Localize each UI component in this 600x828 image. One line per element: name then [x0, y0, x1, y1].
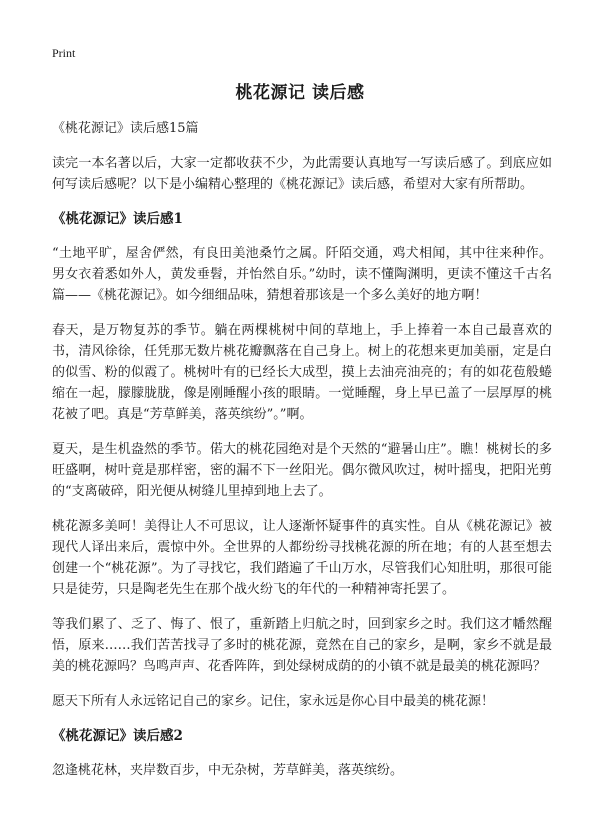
intro-paragraph: 读完一本名著以后，大家一定都收获不少，为此需要认真地写一写读后感了。到底应如何写读后感呢？以下是小编精心整理的《桃花源记》读后感，希望对大家有所帮助。	[52, 156, 552, 192]
article-subtitle: 《桃花源记》读后感15篇	[52, 121, 199, 136]
article-body	[52, 118, 552, 795]
section-heading-1: 《桃花源记》读后感1	[52, 211, 183, 227]
section-1-paragraph: 春天，是万物复苏的季节。躺在两棵桃树中间的草地上，手上捧着一本自己最喜欢的书，清风徐徐，任凭那无数片桃花瓣飘落在自己身上。树上的花想来更加美丽，定是白的似雪、粉的似霞了。桃树叶有的已经长大成型，摸上去油亮油亮的；有的如花苞般蜷缩在一起，朦朦胧胧，像是刚睡醒小孩的眼睛。一觉睡醒，身上早已盖了一层厚厚的桃花被了吧。真是“芳草鲜美，落英缤纷”。”啊。	[52, 323, 552, 422]
section-1-paragraph: 愿天下所有人永远铭记自己的家乡。记住，家永远是你心目中最美的桃花源！	[52, 694, 495, 709]
section-2-paragraph: 忽逢桃花林，夹岸数百步，中无杂树，芳草鲜美，落英缤纷。	[52, 763, 404, 778]
page-title: 桃花源记 读后感	[235, 83, 365, 103]
section-1-paragraph: 等我们累了、乏了、悔了、恨了，重新踏上归航之时，回到家乡之时。我们这才幡然醒悟，原来……我们苦苦找寻了多时的桃花源，竟然在自己的家乡，是啊，家乡不就是最美的桃花源吗？鸟鸣声声、花香阵阵，到处绿树成荫的的小镇不就是最美的桃花源吗？	[52, 617, 552, 674]
section-1-paragraph: 夏天，是生机盎然的季节。偌大的桃花园绝对是个天然的“避暑山庄”。瞧！桃树长的多旺盛啊，树叶竟是那样密，密的漏不下一丝阳光。偶尔微风吹过，树叶摇曳，把阳光剪的“支离破碎，阳光便从树缝儿里掉到地上去了。	[52, 442, 552, 499]
print-link[interactable]: Print	[52, 46, 76, 60]
section-1-paragraph: 桃花源多美呵！美得让人不可思议，让人逐渐怀疑事件的真实性。自从《桃花源记》被现代人译出来后，震惊中外。全世界的人都纷纷寻找桃花源的所在地；有的人甚至想去创建一个“桃花源”。为了寻找它，我们踏遍了千山万水，尽管我们心知肚明，那很可能只是徒劳，只是陶老先生在那个战火纷飞的年代的一种精神寄托罢了。	[52, 519, 552, 597]
section-1-paragraph: “土地平旷，屋舍俨然，有良田美池桑竹之属。阡陌交通，鸡犬相闻，其中往来种作。男女衣着悉如外人，黄发垂髫，并怡然自乐。”幼时，读不懂陶渊明，更读不懂这千古名篇——《桃花源记》。如今细细品味，猜想着那该是一个多么美好的地方啊！	[52, 246, 552, 303]
section-heading-2: 《桃花源记》读后感2	[52, 728, 183, 744]
